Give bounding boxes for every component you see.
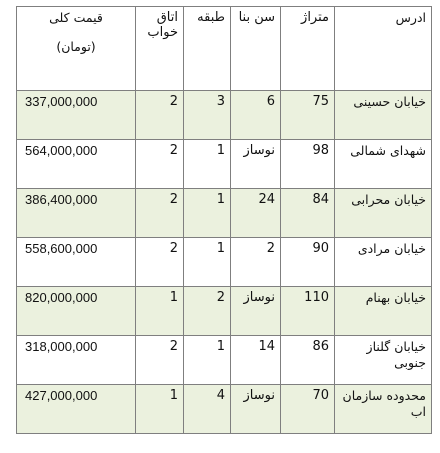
- cell-floor: 1: [184, 189, 231, 238]
- cell-total-price: 337,000,000: [17, 91, 136, 140]
- header-bedrooms: اتاق خواب: [136, 7, 184, 91]
- cell-total-price: 820,000,000: [17, 287, 136, 336]
- cell-area: 84: [281, 189, 335, 238]
- address-text: خیابان حسینی: [353, 94, 426, 109]
- cell-floor: 3: [184, 91, 231, 140]
- cell-address: [335, 336, 432, 385]
- header-floor: طبقه: [184, 7, 231, 91]
- cell-floor: 1: [184, 238, 231, 287]
- table-row: [17, 385, 432, 434]
- cell-bedrooms: 2: [136, 336, 184, 385]
- table-row: [17, 336, 432, 385]
- cell-address: [335, 385, 432, 434]
- header-total-price-label: قیمت کلی: [49, 10, 103, 25]
- address-text: خیابان محرابی: [351, 192, 426, 207]
- cell-building-age: 2: [231, 238, 281, 287]
- cell-address: [335, 238, 432, 287]
- cell-address: [335, 287, 432, 336]
- address-text: خیابان بهنام: [365, 290, 426, 305]
- cell-area: 75: [281, 91, 335, 140]
- address-text: شهدای شمالی: [350, 143, 426, 158]
- cell-area: 70: [281, 385, 335, 434]
- address-text: محدوده سازمان اب: [342, 388, 426, 419]
- cell-total-price: 318,000,000: [17, 336, 136, 385]
- cell-bedrooms: 2: [136, 140, 184, 189]
- cell-area: 98: [281, 140, 335, 189]
- cell-total-price: 564,000,000: [17, 140, 136, 189]
- cell-building-age: 24: [231, 189, 281, 238]
- cell-address: [335, 189, 432, 238]
- cell-total-price: 558,600,000: [17, 238, 136, 287]
- property-listing-table: [16, 6, 432, 434]
- cell-area: 86: [281, 336, 335, 385]
- cell-address: [335, 91, 432, 140]
- cell-bedrooms: 1: [136, 385, 184, 434]
- cell-bedrooms: 2: [136, 91, 184, 140]
- cell-area: 90: [281, 238, 335, 287]
- header-address: ادرس: [335, 7, 432, 91]
- cell-area: 110: [281, 287, 335, 336]
- cell-building-age: 14: [231, 336, 281, 385]
- table-row: [17, 238, 432, 287]
- cell-building-age: نوساز: [231, 385, 281, 434]
- cell-bedrooms: 1: [136, 287, 184, 336]
- header-building-age: سن بنا: [231, 7, 281, 91]
- table-row: [17, 140, 432, 189]
- address-text: خیابان مرادی: [357, 241, 426, 256]
- cell-floor: 2: [184, 287, 231, 336]
- table-row: [17, 91, 432, 140]
- cell-building-age: 6: [231, 91, 281, 140]
- cell-building-age: نوساز: [231, 287, 281, 336]
- cell-total-price: 427,000,000: [17, 385, 136, 434]
- cell-building-age: نوساز: [231, 140, 281, 189]
- cell-floor: 4: [184, 385, 231, 434]
- cell-bedrooms: 2: [136, 238, 184, 287]
- table-row: [17, 287, 432, 336]
- address-text: خیابان گلناز جنوبی: [366, 339, 426, 370]
- header-total-price-unit: (تومان): [56, 39, 96, 54]
- cell-floor: 1: [184, 336, 231, 385]
- table-header-row: [17, 7, 432, 91]
- cell-floor: 1: [184, 140, 231, 189]
- table-row: [17, 189, 432, 238]
- cell-bedrooms: 2: [136, 189, 184, 238]
- cell-address: [335, 140, 432, 189]
- header-area: متراژ: [281, 7, 335, 91]
- header-total-price: [17, 7, 136, 91]
- cell-total-price: 386,400,000: [17, 189, 136, 238]
